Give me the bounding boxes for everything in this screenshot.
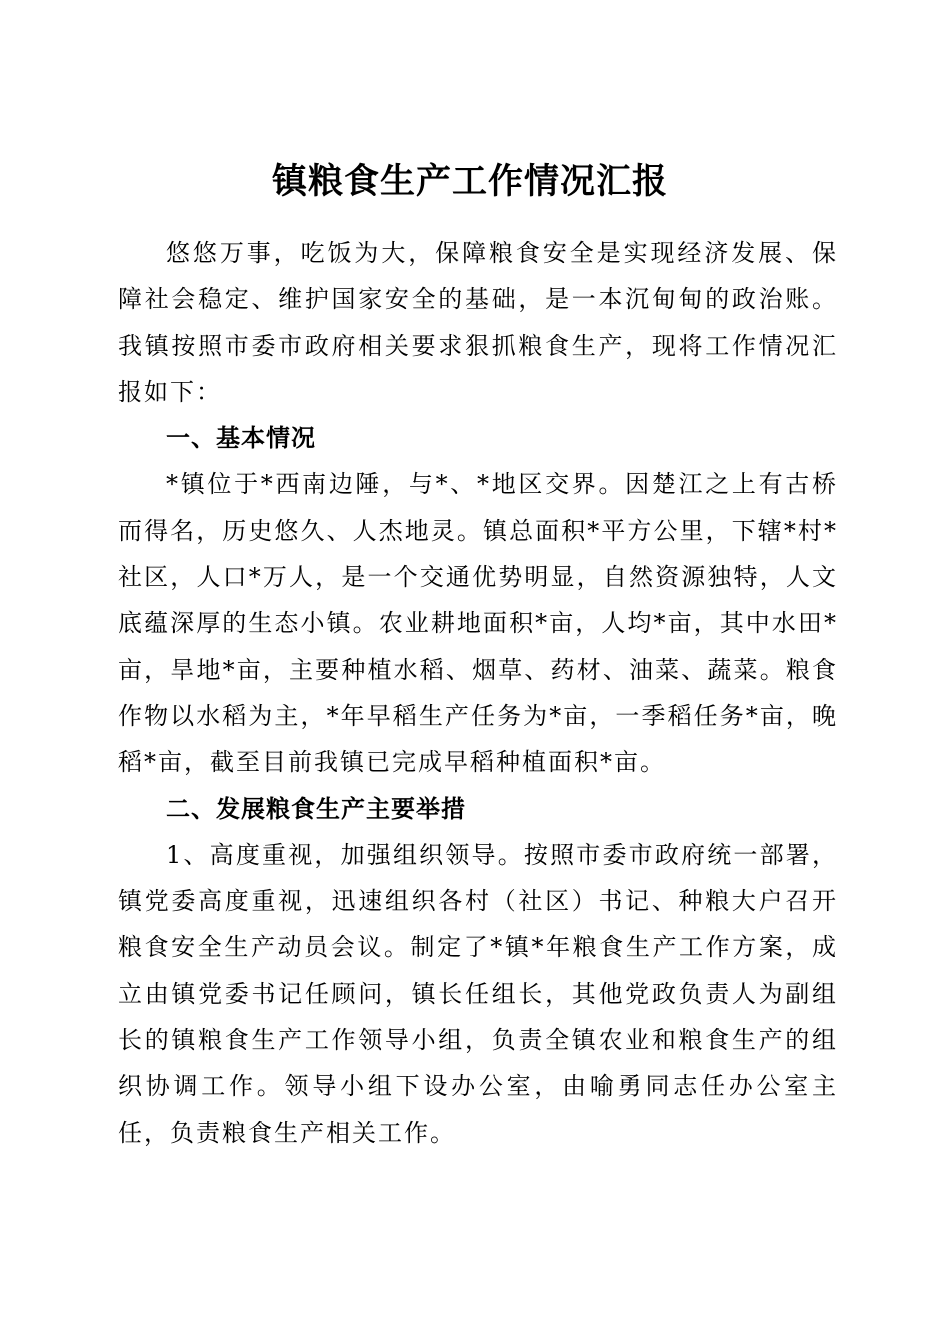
- section-heading-basic-info: 一、基本情况: [166, 424, 316, 453]
- section-heading-measures: 二、发展粮食生产主要举措: [166, 794, 466, 823]
- document-title: 镇粮食生产工作情况汇报: [271, 161, 668, 203]
- measures-paragraph: 1、高度重视，加强组织领导。按照市委市政府统一部署，镇党委高度重视，迅速组织各村（社区）书记、种粮大户召开粮食安全生产动员会议。制定了*镇*年粮食生产工作方案，成立由镇党委书记任顾问，镇长任组长，其他党政负责人为副组长的镇粮食生产工作领导小组，负责全镇农业和粮食生产的组织协调工作。领导小组下设办公室，由喻勇同志任办公室主任，负责粮食生产相关工作。: [118, 840, 838, 1147]
- intro-paragraph: 悠悠万事，吃饭为大，保障粮食安全是实现经济发展、保障社会稳定、维护国家安全的基础，是一本沉甸甸的政治账。我镇按照市委市政府相关要求狠抓粮食生产，现将工作情况汇报如下：: [118, 239, 838, 406]
- document-body: [118, 230, 838, 1156]
- basic-info-paragraph: *镇位于*西南边陲，与*、*地区交界。因楚江之上有古桥而得名，历史悠久、人杰地灵。镇总面积*平方公里，下辖*村*社区，人口*万人，是一个交通优势明显，自然资源独特，人文底蕴深厚的生态小镇。农业耕地面积*亩，人均*亩，其中水田*亩，旱地*亩，主要种植水稻、烟草、药材、油菜、蔬菜。粮食作物以水稻为主，*年早稻生产任务为*亩，一季稻任务*亩，晚稻*亩，截至目前我镇已完成早稻种植面积*亩。: [118, 470, 838, 777]
